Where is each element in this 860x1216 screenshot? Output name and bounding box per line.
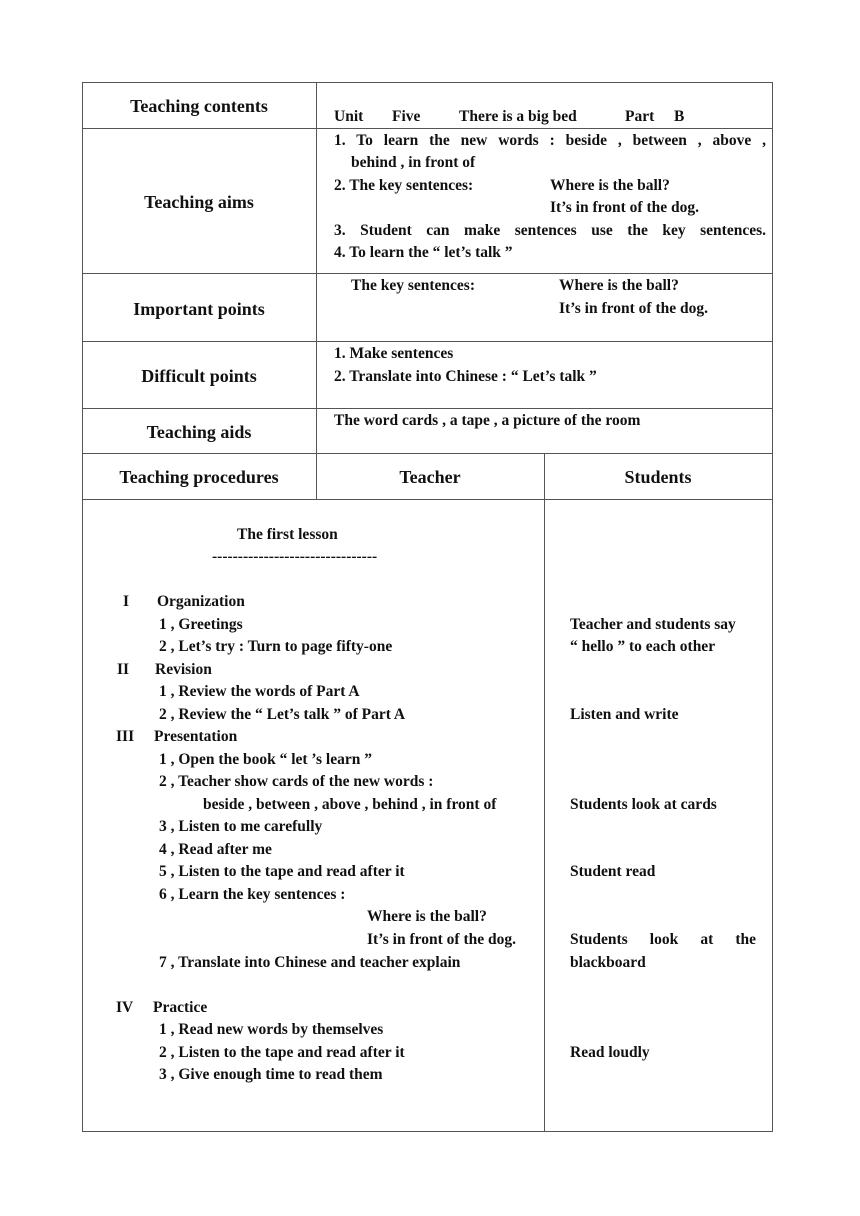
aims-line-1: 1. To learn the new words : beside , between , above ,	[334, 132, 766, 149]
contents-unit: Unit	[334, 108, 364, 125]
contents-part: Part	[625, 108, 655, 125]
section-1-item-1: 1 , Greetings	[159, 616, 243, 633]
students-note-1b: “ hello ” to each other	[570, 638, 716, 655]
lesson-rule: --------------------------------	[212, 548, 378, 565]
section-4-item-3: 3 , Give enough time to read them	[159, 1066, 383, 1083]
label-important-points: Important points	[133, 299, 265, 319]
aims-line-4: 4. To learn the “ let’s talk ”	[334, 244, 513, 261]
contents-part-b: B	[674, 108, 685, 125]
students-note-5b: blackboard	[570, 954, 646, 971]
section-2-title: Revision	[155, 661, 212, 678]
contents-title: There is a big bed	[459, 108, 577, 125]
section-4-title: Practice	[153, 999, 208, 1016]
students-note-1a: Teacher and students say	[570, 616, 736, 633]
header-teacher: Teacher	[399, 467, 461, 487]
section-3-item-2: 2 , Teacher show cards of the new words :	[159, 773, 434, 790]
label-teaching-aims: Teaching aims	[144, 192, 254, 212]
students-note-3: Students look at cards	[570, 796, 717, 813]
aids-text: The word cards , a tape , a picture of the room	[334, 412, 641, 429]
difficult-line-1: 1. Make sentences	[334, 345, 454, 362]
important-answer: It’s in front of the dog.	[559, 300, 708, 317]
section-1-title: Organization	[157, 593, 245, 610]
label-difficult-points: Difficult points	[141, 366, 257, 386]
section-3-title: Presentation	[154, 728, 238, 745]
section-1-item-2: 2 , Let’s try : Turn to page fifty-one	[159, 638, 393, 655]
section-3-item-5: 5 , Listen to the tape and read after it	[159, 863, 405, 880]
section-3-item-4: 4 , Read after me	[159, 841, 272, 858]
header-students: Students	[624, 467, 692, 487]
section-4-item-1: 1 , Read new words by themselves	[159, 1021, 384, 1038]
difficult-line-2: 2. Translate into Chinese : “ Let’s talk ”	[334, 368, 597, 385]
aims-line-2: 2. The key sentences:	[334, 177, 474, 194]
section-3-item-2-words: beside , between , above , behind , in front of	[203, 796, 497, 813]
section-2-item-1: 1 , Review the words of Part A	[159, 683, 360, 700]
aims-question: Where is the ball?	[550, 177, 670, 194]
section-3-item-3: 3 , Listen to me carefully	[159, 818, 323, 835]
label-teaching-contents: Teaching contents	[130, 96, 268, 116]
aims-answer: It’s in front of the dog.	[550, 199, 699, 216]
students-note-2: Listen and write	[570, 706, 679, 723]
section-3-question: Where is the ball?	[367, 908, 487, 925]
section-3-item-6: 6 , Learn the key sentences :	[159, 886, 346, 903]
section-3-number: III	[116, 728, 135, 745]
students-note-5a: Students look at the	[570, 931, 756, 948]
important-question: Where is the ball?	[559, 277, 679, 294]
students-note-4: Student read	[570, 863, 656, 880]
label-teaching-procedures: Teaching procedures	[119, 467, 279, 487]
label-teaching-aids: Teaching aids	[146, 422, 252, 442]
aims-line-3: 3. Student can make sentences use the key sentences.	[334, 222, 766, 239]
section-4-number: IV	[116, 999, 134, 1016]
section-2-number: II	[117, 661, 130, 678]
section-3-answer: It’s in front of the dog.	[367, 931, 516, 948]
aims-line-1b: behind , in front of	[351, 154, 476, 171]
section-4-item-2: 2 , Listen to the tape and read after it	[159, 1044, 405, 1061]
section-3-item-1: 1 , Open the book “ let ’s learn ”	[159, 751, 372, 768]
contents-five: Five	[392, 108, 421, 125]
section-1-number: I	[123, 593, 130, 610]
important-line-a: The key sentences:	[351, 277, 475, 294]
section-2-item-2: 2 , Review the “ Let’s talk ” of Part A	[159, 706, 406, 723]
students-note-6: Read loudly	[570, 1044, 650, 1061]
section-3-item-7: 7 , Translate into Chinese and teacher explain	[159, 954, 461, 971]
lesson-title: The first lesson	[237, 526, 338, 543]
